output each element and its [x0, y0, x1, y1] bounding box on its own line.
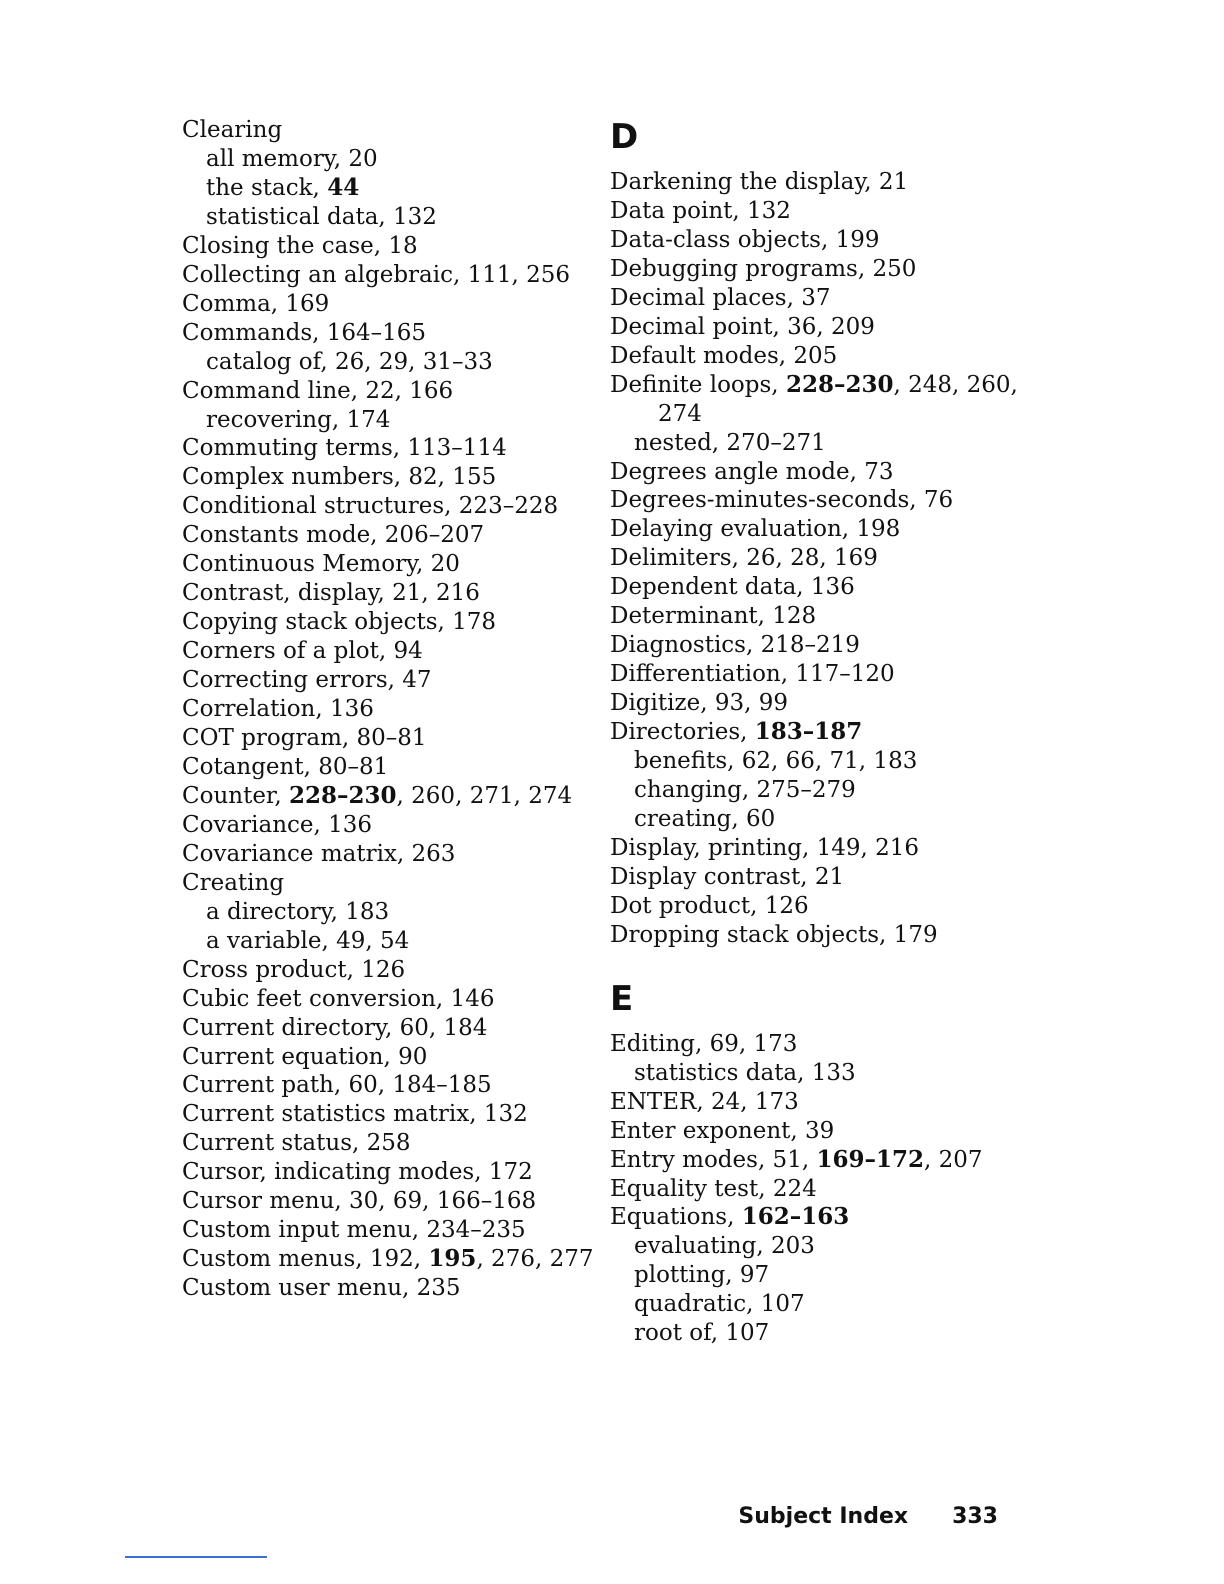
- index-entry: [182, 869, 582, 898]
- entry-text: Cubic feet conversion, 146: [182, 985, 495, 1012]
- index-entry: [610, 1117, 1030, 1146]
- index-entry: [182, 290, 582, 319]
- entry-text: the stack,: [206, 174, 328, 201]
- entry-text: Correlation, 136: [182, 696, 374, 723]
- entry-text: 274: [658, 400, 702, 427]
- index-entry: [610, 718, 1030, 747]
- entry-text: Comma, 169: [182, 290, 330, 317]
- entry-text: Copying stack objects, 178: [182, 609, 497, 636]
- entry-text: Darkening the display, 21: [610, 169, 909, 195]
- index-entry: [182, 724, 582, 753]
- index-entry: [182, 1071, 582, 1100]
- index-subentry: [610, 747, 1030, 776]
- entry-text: Custom input menu, 234–235: [182, 1217, 526, 1244]
- index-entry: [610, 342, 1030, 371]
- section-letter: D: [610, 117, 639, 157]
- entry-text: Current equation, 90: [182, 1043, 428, 1070]
- entry-text: Constants mode, 206–207: [182, 522, 485, 549]
- entry-text: Cross product, 126: [182, 956, 406, 983]
- index-entry: [182, 1274, 582, 1303]
- index-entry: [182, 1216, 582, 1245]
- index-entry: [182, 782, 582, 811]
- entry-text: Decimal point, 36, 209: [610, 313, 875, 340]
- index-entry: [182, 840, 582, 869]
- page-number: 333: [952, 1504, 998, 1529]
- index-entry: [610, 1146, 1030, 1175]
- index-subentry: [182, 145, 582, 174]
- index-entry: [182, 1245, 594, 1274]
- index-entry: [610, 892, 1030, 921]
- entry-text: root of, 107: [634, 1320, 770, 1347]
- entry-text: Default modes, 205: [610, 342, 838, 369]
- index-subentry: [610, 1059, 1030, 1088]
- entry-text: Dot product, 126: [610, 892, 809, 919]
- section-letter: E: [610, 978, 634, 1019]
- entry-text: benefits, 62, 66, 71, 183: [634, 748, 918, 775]
- index-entry: [610, 1088, 1030, 1117]
- entry-text: , 207: [923, 1146, 983, 1173]
- entry-text: Corners of a plot, 94: [182, 638, 423, 665]
- index-entry: [182, 232, 582, 261]
- primary-page-ref: 183–187: [754, 718, 863, 746]
- entry-text: Custom user menu, 235: [182, 1275, 461, 1302]
- entry-text: Degrees-minutes-seconds, 76: [610, 487, 954, 514]
- index-entry: [610, 458, 1030, 487]
- index-entry: [182, 637, 582, 666]
- entry-text: recovering, 174: [206, 406, 391, 433]
- index-entry: [182, 521, 582, 550]
- entry-text: Continuous Memory, 20: [182, 551, 460, 578]
- entry-text: evaluating, 203: [634, 1233, 815, 1260]
- entry-text: Editing, 69, 173: [610, 1030, 798, 1057]
- index-subentry: [610, 1290, 1030, 1319]
- entry-text: Degrees angle mode, 73: [610, 458, 894, 485]
- entry-text: Entry modes, 51,: [610, 1146, 817, 1173]
- index-entry: [182, 434, 582, 463]
- index-entry: [610, 226, 1030, 255]
- index-entry: [610, 1030, 1030, 1059]
- index-entry: [610, 573, 1030, 602]
- entry-text: Covariance matrix, 263: [182, 840, 456, 867]
- entry-text: ENTER, 24, 173: [610, 1088, 799, 1115]
- index-entry: [610, 255, 1030, 284]
- index-entry: [182, 319, 582, 348]
- index-entry: [610, 631, 1030, 660]
- index-entry: [182, 579, 582, 608]
- entry-text: statistics data, 133: [634, 1059, 856, 1086]
- entry-text: , 260, 271, 274: [396, 782, 573, 809]
- index-entry: [610, 1203, 1030, 1232]
- index-entry: [182, 550, 582, 579]
- index-entry: [182, 608, 582, 637]
- entry-text: , 276, 277: [476, 1246, 594, 1273]
- entry-text: Debugging programs, 250: [610, 255, 917, 282]
- entry-text: catalog of, 26, 29, 31–33: [206, 348, 493, 375]
- index-entry: [610, 834, 1030, 863]
- entry-text: Dropping stack objects, 179: [610, 921, 938, 948]
- entry-text: Decimal places, 37: [610, 284, 831, 311]
- entry-text: Complex numbers, 82, 155: [182, 464, 497, 491]
- entry-text: Conditional structures, 223–228: [182, 493, 559, 520]
- index-column-right: [610, 116, 1030, 1348]
- entry-text: Delimiters, 26, 28, 169: [610, 545, 878, 572]
- index-entry: [610, 515, 1030, 544]
- index-entry: [610, 313, 1030, 342]
- entry-text: Cotangent, 80–81: [182, 753, 389, 780]
- primary-page-ref: 195: [428, 1245, 477, 1273]
- index-subentry: [610, 776, 1030, 805]
- index-subentry: [610, 429, 1030, 458]
- entry-text: , 248, 260,: [893, 371, 1018, 398]
- index-entry: [182, 1100, 582, 1129]
- entry-text: Delaying evaluation, 198: [610, 516, 901, 543]
- index-subentry: [182, 406, 582, 435]
- entry-text: Display contrast, 21: [610, 863, 845, 890]
- index-subentry: [182, 174, 582, 203]
- index-entry: [182, 695, 582, 724]
- index-entry: [182, 492, 582, 521]
- entry-text: Display, printing, 149, 216: [610, 834, 920, 861]
- index-entry: [610, 660, 1030, 689]
- primary-page-ref: 228–230: [785, 370, 894, 398]
- index-column-left: [182, 116, 594, 1303]
- index-entry: [182, 1158, 582, 1187]
- entry-text: Commands, 164–165: [182, 319, 427, 346]
- entry-text: nested, 270–271: [634, 429, 826, 456]
- entry-text: Contrast, display, 21, 216: [182, 580, 480, 607]
- entry-text: plotting, 97: [634, 1262, 770, 1289]
- index-entry: [610, 486, 1030, 515]
- entry-text: Closing the case, 18: [182, 232, 418, 259]
- entry-text: a variable, 49, 54: [206, 927, 410, 954]
- entry-text: Clearing: [182, 117, 283, 143]
- entry-text: Definite loops,: [610, 371, 786, 398]
- index-entry: [182, 1043, 582, 1072]
- entry-text: Determinant, 128: [610, 603, 817, 630]
- primary-page-ref: 169–172: [816, 1145, 924, 1173]
- entry-text: Counter,: [182, 782, 290, 809]
- entry-text: Covariance, 136: [182, 811, 373, 838]
- primary-page-ref: 228–230: [289, 781, 397, 809]
- entry-text: Cursor menu, 30, 69, 166–168: [182, 1188, 537, 1215]
- index-subentry: [182, 348, 582, 377]
- index-subentry: [610, 400, 1030, 429]
- index-entry: [610, 863, 1030, 892]
- page-footer: [0, 1504, 998, 1529]
- running-title: Subject Index: [738, 1504, 909, 1529]
- index-subentry: [182, 203, 582, 232]
- index-entry: [182, 811, 582, 840]
- index-entry: [610, 602, 1030, 631]
- entry-text: Equality test, 224: [610, 1175, 817, 1202]
- index-subentry: [610, 1319, 1030, 1348]
- entry-text: Enter exponent, 39: [610, 1117, 835, 1144]
- entry-text: all memory, 20: [206, 145, 378, 172]
- index-entry: [182, 1187, 582, 1216]
- entry-text: Data point, 132: [610, 197, 791, 224]
- entry-text: Dependent data, 136: [610, 574, 855, 601]
- index-entry: [182, 753, 582, 782]
- bottom-rule: [125, 1556, 267, 1558]
- index-entry: [182, 666, 582, 695]
- index-subentry: [610, 1232, 1030, 1261]
- entry-text: Current statistics matrix, 132: [182, 1101, 528, 1128]
- entry-text: changing, 275–279: [634, 777, 856, 804]
- index-entry: [610, 689, 1030, 718]
- entry-text: Current path, 60, 184–185: [182, 1072, 492, 1099]
- entry-text: Current status, 258: [182, 1130, 411, 1157]
- entry-text: Correcting errors, 47: [182, 667, 432, 694]
- entry-text: Command line, 22, 166: [182, 377, 454, 404]
- index-entry: [610, 371, 1030, 400]
- entry-text: Cursor, indicating modes, 172: [182, 1159, 533, 1186]
- entry-text: Commuting terms, 113–114: [182, 435, 507, 462]
- index-entry: [610, 284, 1030, 313]
- index-subentry: [610, 805, 1030, 834]
- primary-page-ref: 162–163: [741, 1203, 850, 1231]
- entry-text: creating, 60: [634, 805, 776, 832]
- entry-text: Custom menus, 192,: [182, 1246, 429, 1273]
- entry-text: a directory, 183: [206, 898, 390, 925]
- index-subentry: [610, 1261, 1030, 1290]
- index-subentry: [182, 927, 582, 956]
- entry-text: Current directory, 60, 184: [182, 1014, 488, 1041]
- index-entry: [182, 1014, 582, 1043]
- index-entry: [610, 921, 1030, 950]
- index-entry: [182, 463, 582, 492]
- entry-text: Creating: [182, 869, 285, 896]
- entry-text: Diagnostics, 218–219: [610, 632, 860, 659]
- entry-text: statistical data, 132: [206, 203, 437, 230]
- entry-text: Differentiation, 117–120: [610, 661, 895, 688]
- index-entry: [182, 116, 582, 145]
- entry-text: Data-class objects, 199: [610, 226, 880, 253]
- index-entry: [610, 168, 1030, 197]
- index-entry: [182, 261, 582, 290]
- index-entry: [182, 985, 582, 1014]
- index-entry: [610, 544, 1030, 573]
- index-entry: [610, 197, 1030, 226]
- entry-text: COT program, 80–81: [182, 725, 427, 752]
- entry-text: quadratic, 107: [634, 1291, 805, 1318]
- primary-page-ref: 44: [327, 173, 360, 201]
- index-entry: [182, 377, 582, 406]
- entry-text: Collecting an algebraic, 111, 256: [182, 261, 571, 288]
- index-entry: [182, 1129, 582, 1158]
- entry-text: Equations,: [610, 1204, 742, 1231]
- index-entry: [610, 1175, 1030, 1204]
- index-subentry: [182, 898, 582, 927]
- index-entry: [182, 956, 582, 985]
- entry-text: Directories,: [610, 719, 755, 746]
- entry-text: Digitize, 93, 99: [610, 690, 788, 717]
